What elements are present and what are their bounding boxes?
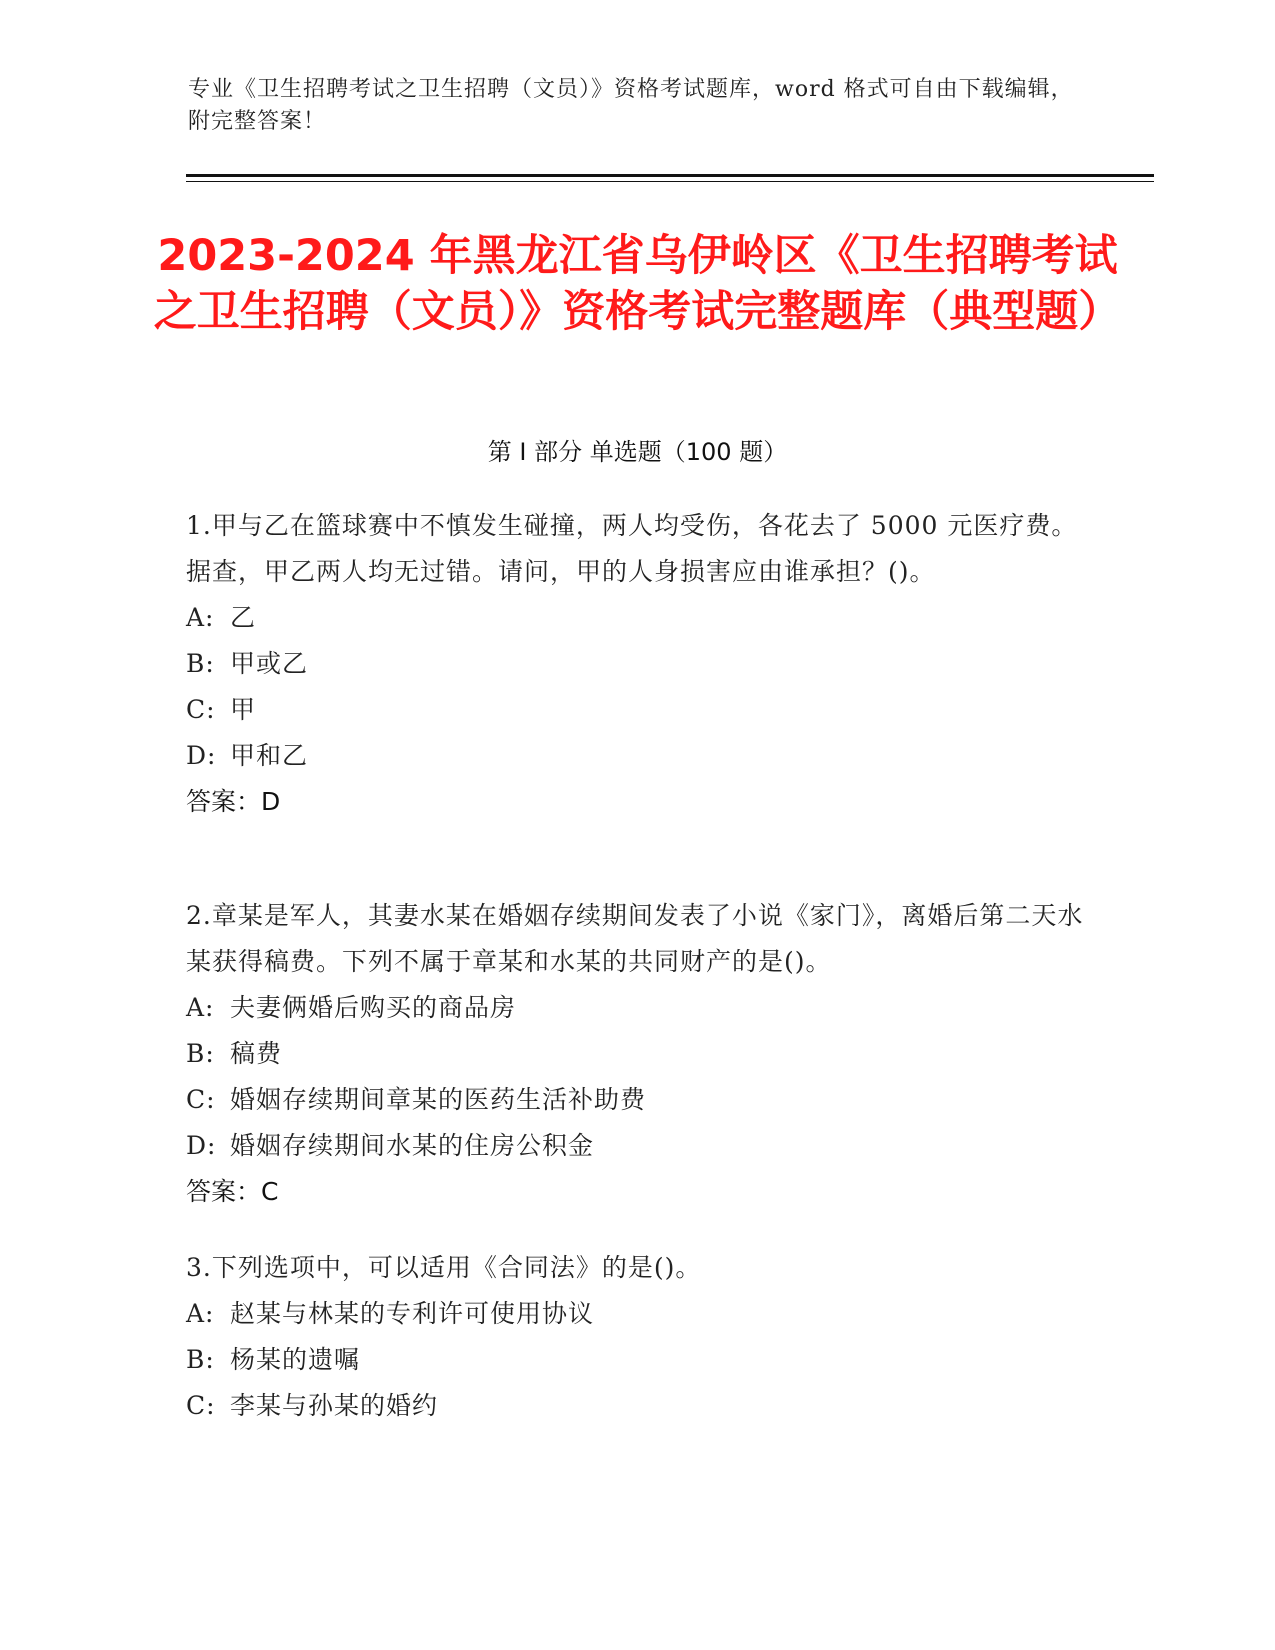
option-a [186, 1291, 1086, 1337]
option-text: 甲和乙 [230, 741, 309, 770]
option-letter: A: [186, 993, 215, 1022]
option-letter: B: [186, 649, 215, 678]
answer-line: 答案：D [186, 787, 281, 816]
option-a [186, 595, 1086, 641]
question-stem: 3.下列选项中，可以适用《合同法》的是()。 [186, 1253, 702, 1282]
option-c [186, 1383, 1086, 1429]
question-stem: 2.章某是军人，其妻水某在婚姻存续期间发表了小说《家门》，离婚后第二天水某获得稿费。下列不属于章某和水某的共同财产的是()。 [186, 901, 1084, 976]
option-letter: C: [186, 695, 216, 724]
header-rule-thin [186, 181, 1154, 182]
option-text: 婚姻存续期间章某的医药生活补助费 [230, 1085, 647, 1114]
option-text: 夫妻俩婚后购买的商品房 [230, 993, 517, 1022]
option-text: 甲 [230, 695, 257, 724]
option-b [186, 641, 1086, 687]
document-title: 2023-2024 年黑龙江省乌伊岭区《卫生招聘考试之卫生招聘（文员）》资格考试完整题库（典型题） [153, 231, 1122, 337]
option-b [186, 1337, 1086, 1383]
question-3 [186, 1245, 1086, 1429]
option-letter: C: [186, 1391, 216, 1420]
option-letter: A: [186, 603, 215, 632]
question-2 [186, 893, 1086, 1215]
option-letter: B: [186, 1039, 215, 1068]
answer-line: 答案：C [186, 1177, 279, 1206]
option-text: 赵某与林某的专利许可使用协议 [230, 1299, 595, 1328]
option-letter: A: [186, 1299, 215, 1328]
option-text: 乙 [230, 603, 257, 632]
option-b [186, 1031, 1086, 1077]
option-letter: D: [186, 1131, 217, 1160]
option-a [186, 985, 1086, 1031]
question-stem: 1.甲与乙在篮球赛中不慎发生碰撞，两人均受伤，各花去了 5000 元医疗费。据查，甲乙两人均无过错。请问，甲的人身损害应由谁承担？()。 [186, 511, 1078, 586]
option-text: 杨某的遗嘱 [230, 1345, 361, 1374]
option-letter: B: [186, 1345, 215, 1374]
header-rule-thick [186, 174, 1154, 177]
option-text: 李某与孙某的婚约 [230, 1391, 439, 1420]
option-text: 婚姻存续期间水某的住房公积金 [230, 1131, 595, 1160]
option-letter: C: [186, 1085, 216, 1114]
section-heading: 第 I 部分 单选题（100 题） [487, 438, 788, 466]
header-note: 专业《卫生招聘考试之卫生招聘（文员）》资格考试题库，word 格式可自由下载编辑，附完整答案！ [188, 77, 1074, 134]
option-d [186, 733, 1086, 779]
option-c [186, 1077, 1086, 1123]
option-c [186, 687, 1086, 733]
option-text: 甲或乙 [230, 649, 309, 678]
question-1 [186, 503, 1086, 825]
option-letter: D: [186, 741, 217, 770]
option-d [186, 1123, 1086, 1169]
option-text: 稿费 [230, 1039, 283, 1068]
